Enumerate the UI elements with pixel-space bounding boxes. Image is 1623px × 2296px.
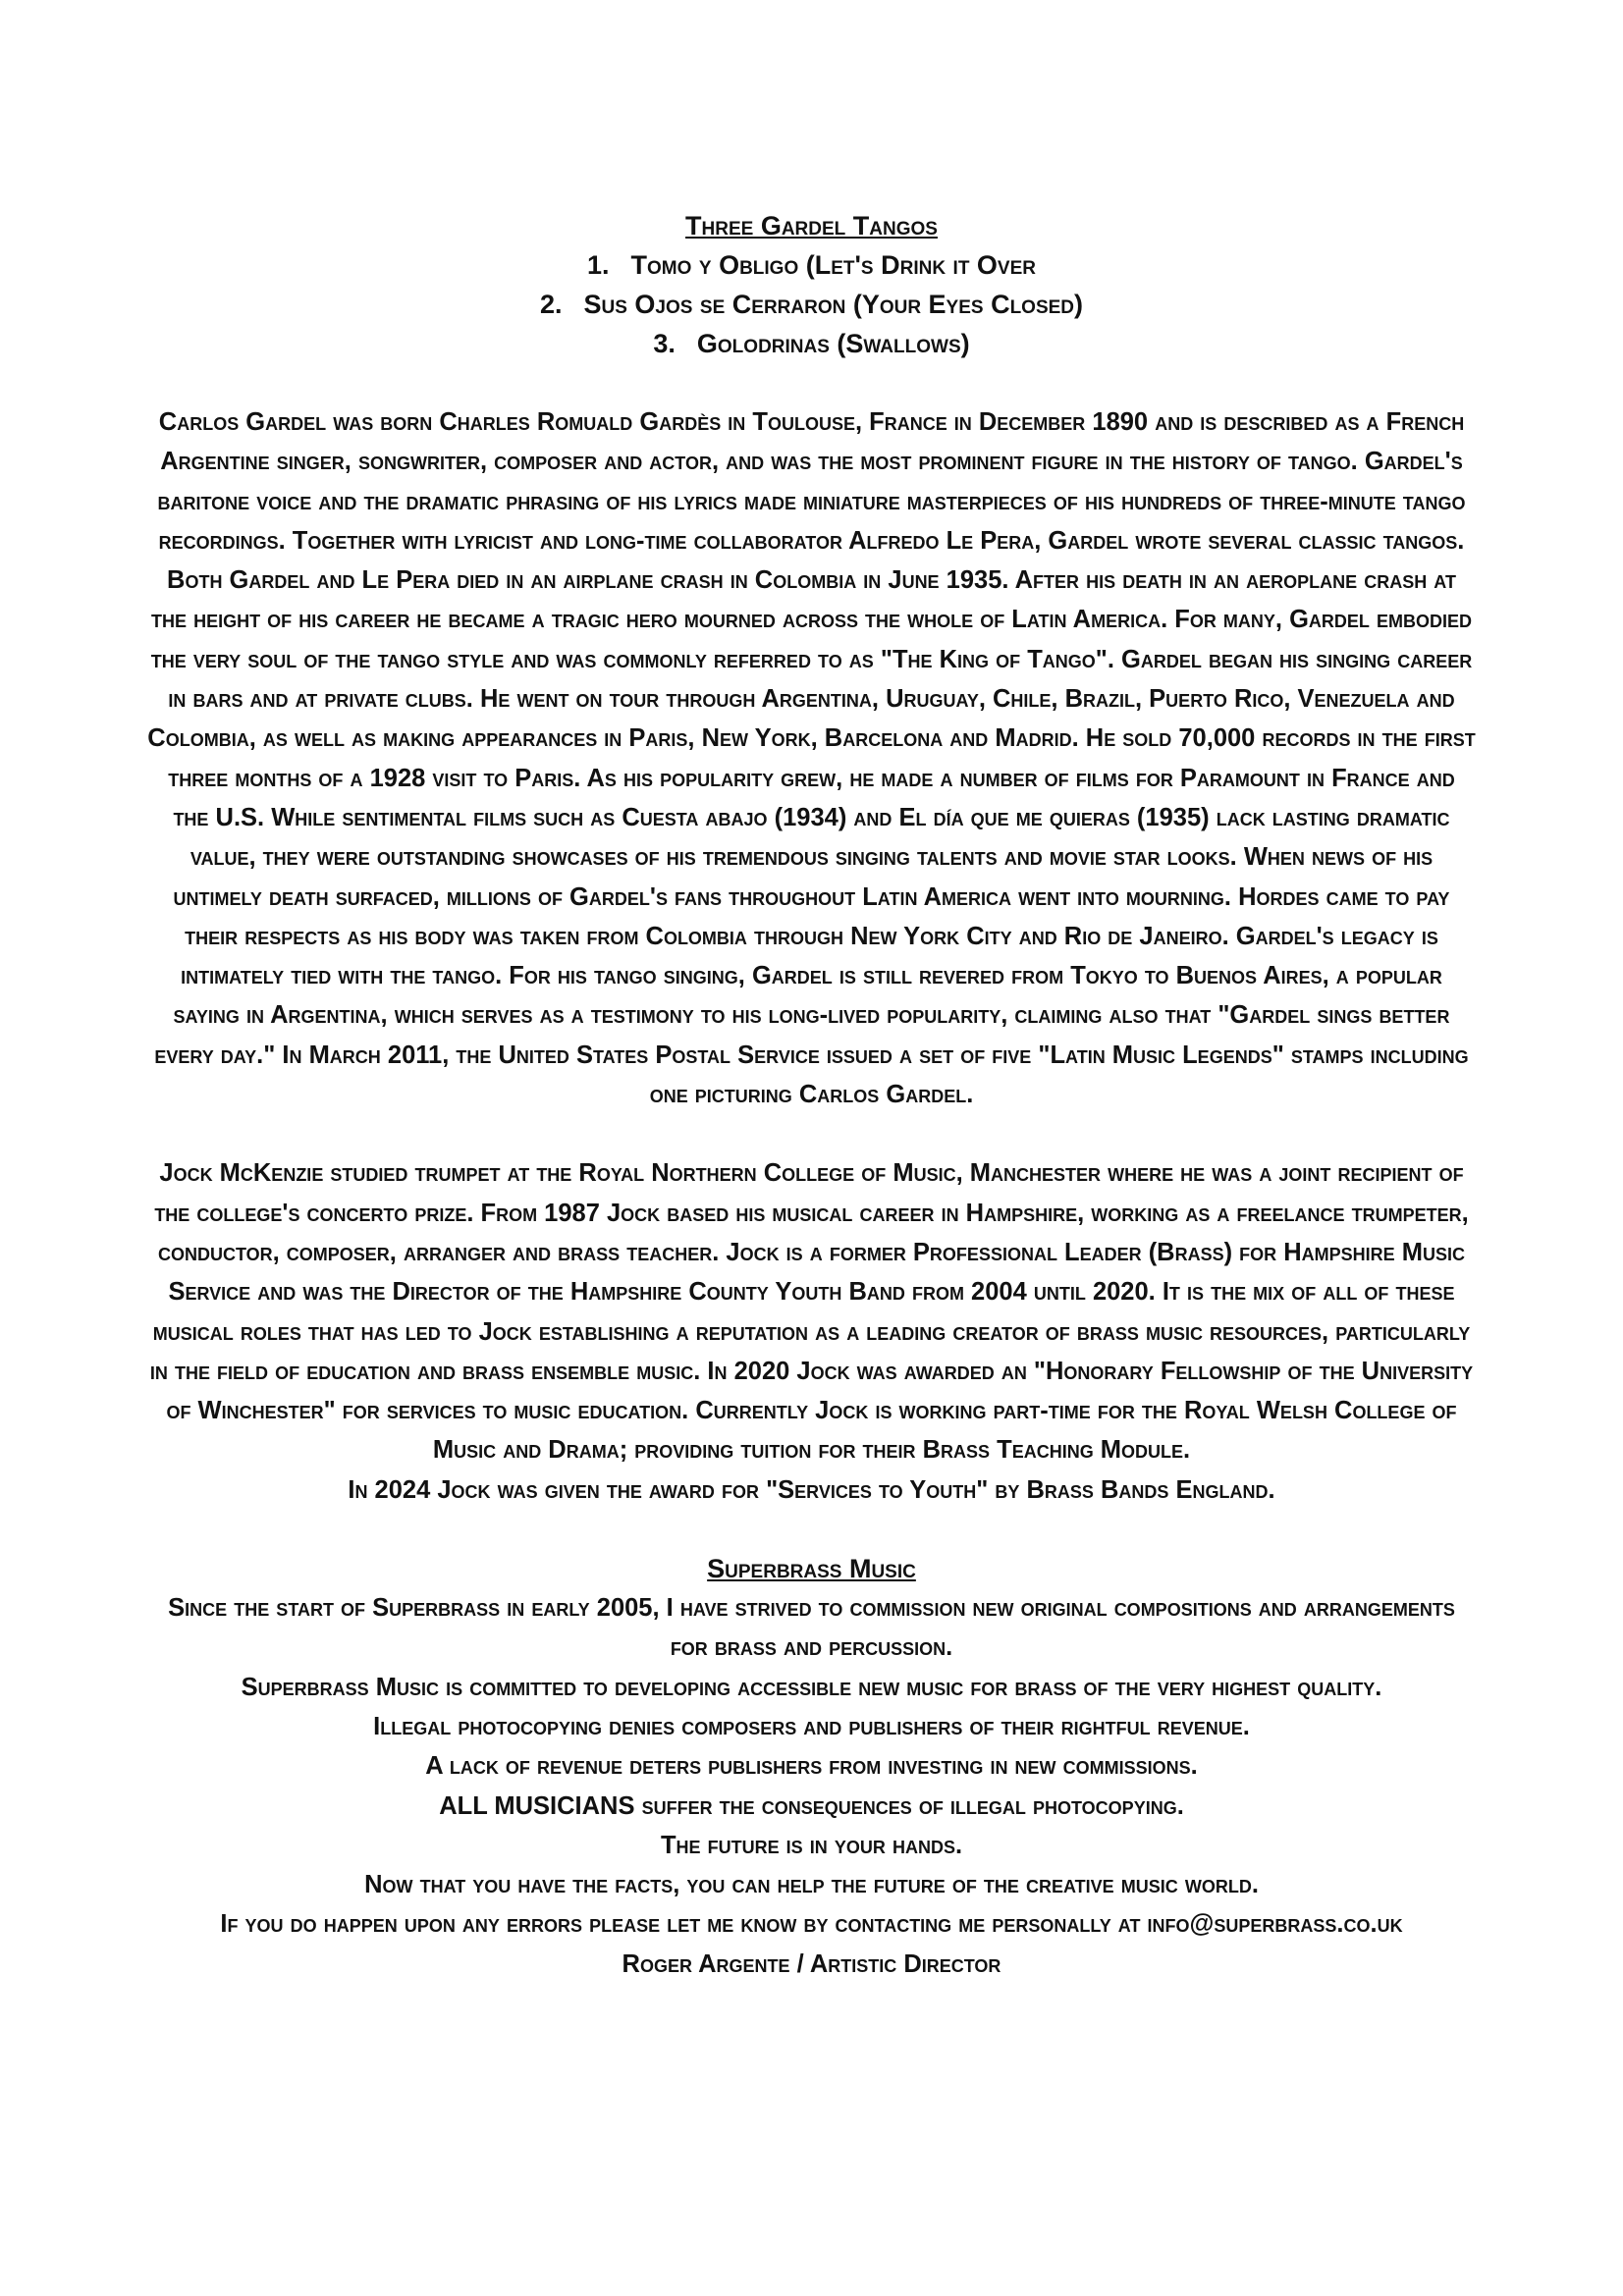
musicians-rest: suffer the consequences of illegal photocopying. [634, 1791, 1184, 1820]
publisher-errors-line: If you do happen upon any errors please let me know by contacting me personally at info@superbrass.co.uk [220, 1910, 1403, 1939]
musicians-emphasis: ALL MUSICIANS [439, 1791, 635, 1820]
piece-title: Golodrinas (Swallows) [696, 329, 970, 358]
programme-title: Three Gardel Tangos [685, 211, 938, 240]
publisher-committed-line: Superbrass Music is committed to developing accessible new music for brass of the very highest quality. [241, 1673, 1382, 1701]
publisher-illegal-line: Illegal photocopying denies composers and publishers of their rightful revenue. [373, 1712, 1250, 1740]
piece-number: 2. [539, 290, 563, 319]
publisher-heading: Superbrass Music [707, 1554, 916, 1584]
piece-title: Sus Ojos se Cerraron (Your Eyes Closed) [583, 290, 1084, 319]
piece-number: 3. [653, 329, 676, 358]
publisher-lack-line: A lack of revenue deters publishers from investing in new commissions. [425, 1752, 1198, 1781]
composer-award: In 2024 Jock was given the award for "Services to Youth" by Brass Bands England. [348, 1475, 1275, 1504]
publisher-future-line: The future is in your hands. [660, 1831, 963, 1859]
document-page [147, 206, 1476, 1984]
piece-title: Tomo y Obligo (Let's Drink it Over [630, 250, 1036, 280]
piece-item [147, 285, 1476, 324]
piece-number: 1. [586, 250, 610, 280]
section-spacer [147, 1510, 1476, 1549]
gardel-biography: Carlos Gardel was born Charles Romuald Gardès in Toulouse, France in December 1890 and is described as a French Argentine singer, songwriter, composer and actor, and was the most prominent figure in the history of tango. Gardel's baritone voice and the dramatic phrasing of his lyrics made miniature masterpieces of his hundreds of three-minute tango recordings. Together with lyricist and long-time collaborator Alfredo Le Pera, Gardel wrote several classic tangos. Both Gardel and Le Pera died in an airplane crash in Colombia in June 1935. After his death in an aeroplane crash at the height of his career he became a tragic hero mourned across the whole of Latin America. For many, Gardel embodied the very soul of the tango style and was commonly referred to as "The King of Tango". Gardel began his singing career in bars and at private clubs. He went on tour through Argentina, Uruguay, Chile, Brazil, Puerto Rico, Venezuela and Colombia, as well as making appearances in Paris, New York, Barcelona and Madrid. He sold 70,000 records in the first three months of a 1928 visit to Paris. As his popularity grew, he made a number of films for Paramount in France and the U.S. While sentimental films such as Cuesta abajo (1934) and El día que me quieras (1935) lack lasting dramatic value, they were outstanding showcases of his tremendous singing talents and movie star looks. When news of his untimely death surfaced, millions of Gardel's fans throughout Latin America went into mourning. Hordes came to pay their respects as his body was taken from Colombia through New York City and Rio de Janeiro. Gardel's legacy is intimately tied with the tango. For his tango singing, Gardel is still revered from Tokyo to Buenos Aires, a popular saying in Argentina, which serves as a testimony to his long-lived popularity, claiming also that "Gardel sings better every day." In March 2011, the United States Postal Service issued a set of five "Latin Music Legends" stamps including one picturing Carlos Gardel. [147, 408, 1476, 1109]
piece-item [147, 245, 1476, 285]
piece-item [147, 324, 1476, 363]
publisher-facts-line: Now that you have the facts, you can help the future of the creative music world. [364, 1871, 1259, 1899]
publisher-musicians-line [147, 1787, 1476, 1826]
composer-biography: Jock McKenzie studied trumpet at the Royal Northern College of Music, Manchester where he was a joint recipient of the college's concerto prize. From 1987 Jock based his musical career in Hampshire, working as a freelance trumpeter, conductor, composer, arranger and brass teacher. Jock is a former Professional Leader (Brass) for Hampshire Music Service and was the Director of the Hampshire County Youth Band from 2004 until 2020. It is the mix of all of these musical roles that has led to Jock establishing a reputation as a leading creator of brass music resources, particularly in the field of education and brass ensemble music. In 2020 Jock was awarded an "Honorary Fellowship of the University of Winchester" for services to music education. Currently Jock is working part-time for the Royal Welsh College of Music and Drama; providing tuition for their Brass Teaching Module. [149, 1159, 1474, 1465]
piece-list [147, 245, 1476, 363]
publisher-signature: Roger Argente / Artistic Director [622, 1949, 1001, 1978]
publisher-since-line: Since the start of Superbrass in early 2005, I have strived to commission new original compositions and arrangements for brass and percussion. [168, 1594, 1455, 1662]
